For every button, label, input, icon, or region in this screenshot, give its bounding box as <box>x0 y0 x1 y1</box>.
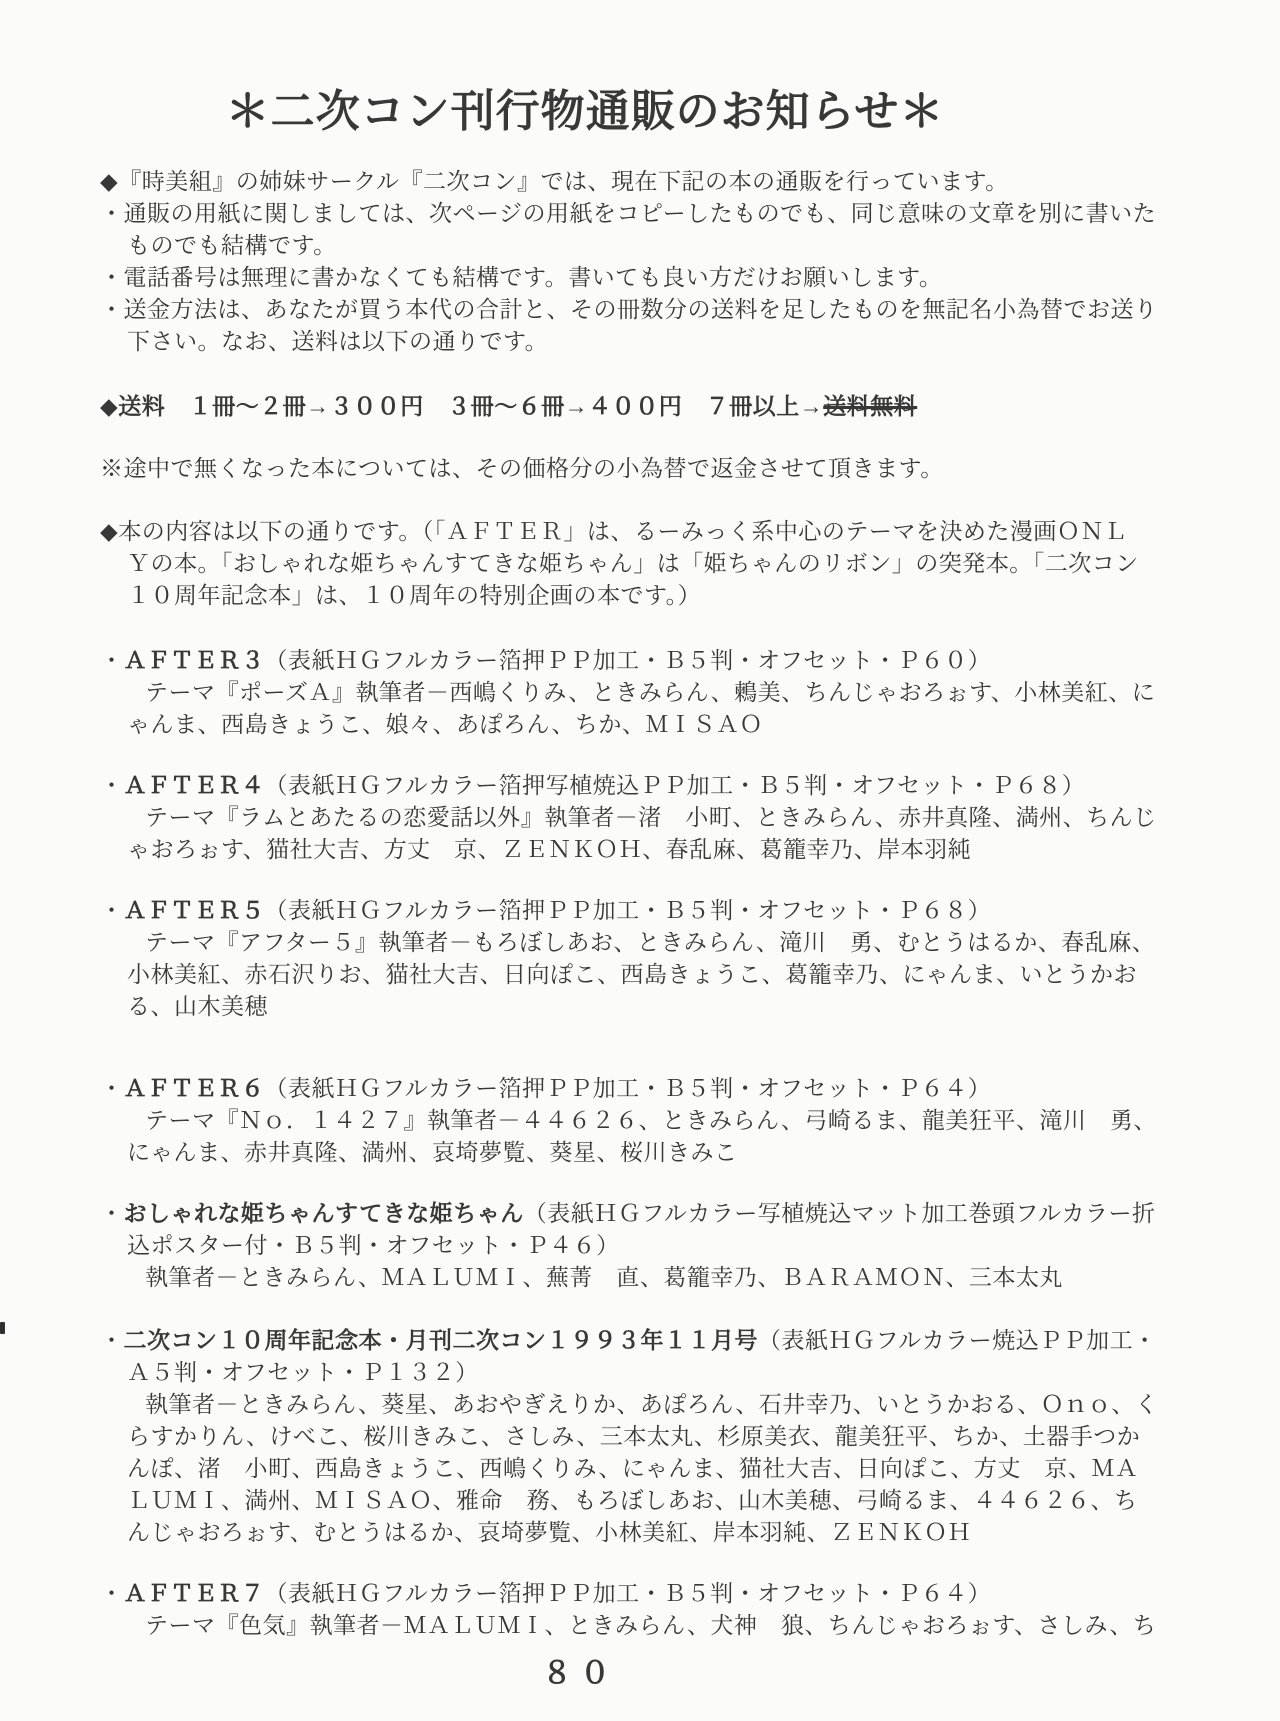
text-line <box>100 1198 1220 1230</box>
page-title: ＊二次コン刊行物通販のお知らせ＊ <box>225 87 945 136</box>
text-line <box>100 548 1220 580</box>
text-span: ・ <box>100 1328 124 1353</box>
text-block <box>100 1198 1220 1294</box>
text-span: 執筆者－ときみらん、葵星、あおやぎえりか、あぽろん、石井幸乃、いとうかおる、Ｏｎｏ、く <box>145 1392 1159 1417</box>
text-span: ものでも結構です。 <box>127 233 337 258</box>
text-line <box>100 927 1220 959</box>
text-span: ＡＦＴＥＲ５ <box>123 898 265 923</box>
text-span: テーマ『Ｎｏ．１４２７』執筆者－４４６２６、ときみらん、弓崎るま、龍美狂平、滝川 勇、 <box>145 1108 1157 1133</box>
text-line <box>100 1578 1220 1610</box>
text-span: ・電話番号は無理に書かなくても結構です。書いても良い方だけお願いします。 <box>100 265 943 290</box>
text-span: ゃんま、西島きょうこ、娘々、あぽろん、ちか、ＭＩＳＡＯ <box>127 712 763 737</box>
text-span: ※途中で無くなった本については、その価格分の小為替で返金させて頂きます。 <box>100 456 944 481</box>
text-span: （表紙ＨＧフルカラー箔押ＰＰ加工・Ｂ５判・オフセット・Ｐ６４） <box>264 1581 992 1606</box>
text-line <box>100 230 1220 262</box>
scan-artifact <box>0 1322 5 1334</box>
text-span: ・ <box>100 648 124 673</box>
text-span: １０周年記念本」は、１０周年の特別企画の本です。） <box>127 583 702 608</box>
text-span: ＡＦＴＥＲ７ <box>123 1581 265 1606</box>
text-span: ＡＦＴＥＲ６ <box>123 1076 265 1101</box>
text-span: んじゃおろぉす、むとうはるか、哀埼夢覧、小林美紅、岸本羽純、ＺＥＮＫＯＨ <box>127 1520 972 1545</box>
text-span: ＬＵＭＩ、満州、ＭＩＳＡＯ、雅命 務、もろぼしあお、山木美穂、弓崎るま、４４６２６、ち <box>127 1488 1138 1513</box>
text-span: 執筆者－ときみらん、ＭＡＬＵＭＩ、蕪菁 直、葛籠幸乃、ＢＡＲＡＭＯＮ、三本太丸 <box>145 1265 1063 1290</box>
text-span: （表紙ＨＧフルカラー写植焼込マット加工巻頭フルカラー折 <box>523 1201 1156 1226</box>
text-span: 込ポスター付・Ｂ５判・オフセット・Ｐ４６） <box>127 1233 620 1258</box>
text-line <box>100 1517 1220 1549</box>
text-block <box>100 391 1220 423</box>
text-span: おしゃれな姫ちゃんすてきな姫ちゃん <box>123 1201 524 1226</box>
text-span: ・ <box>100 1581 124 1606</box>
page-number: ８０ <box>542 1657 618 1690</box>
text-span: （表紙ＨＧフルカラー箔押ＰＰ加工・Ｂ５判・オフセット・Ｐ６８） <box>264 898 992 923</box>
text-block <box>100 166 1220 358</box>
text-span: ・ <box>100 773 124 798</box>
text-line <box>100 1230 1220 1262</box>
text-line <box>100 516 1220 548</box>
text-line <box>100 580 1220 612</box>
text-block <box>100 770 1220 866</box>
text-line <box>100 1325 1220 1357</box>
text-line <box>100 198 1220 230</box>
text-line <box>100 1105 1220 1137</box>
text-line <box>100 391 1220 423</box>
text-span: にゃんま、赤井真隆、満州、哀埼夢覧、葵星、桜川きみこ <box>127 1140 738 1165</box>
text-span: ・ <box>100 1201 124 1226</box>
text-line <box>100 1262 1220 1294</box>
text-line <box>100 1485 1220 1517</box>
text-span: ＡＦＴＥＲ４ <box>123 773 265 798</box>
text-line <box>100 770 1220 802</box>
text-span: ・送金方法は、あなたが買う本代の合計と、その冊数分の送料を足したものを無記名小為替でお送り <box>100 297 1158 322</box>
text-span: ＡＦＴＥＲ３ <box>123 648 265 673</box>
text-line <box>100 677 1220 709</box>
document-body <box>0 166 1280 1642</box>
text-line <box>100 453 1220 485</box>
text-span: ゃおろぉす、猫社大吉、方丈 京、ＺＥＮＫＯＨ、春乱麻、葛籠幸乃、岸本羽純 <box>127 837 972 862</box>
text-line <box>100 1073 1220 1105</box>
text-span: ◆本の内容は以下の通りです。（「ＡＦＴＥＲ」は、るーみっく系中心のテーマを決めた漫画ＯＮＬ <box>100 519 1128 544</box>
text-span: Ａ５判・オフセット・Ｐ１３２） <box>127 1360 479 1385</box>
text-span: 下さい。なお、送料は以下の通りです。 <box>127 329 549 354</box>
text-line <box>100 645 1220 677</box>
text-span: 小林美紅、赤石沢りお、猫社大吉、日向ぽこ、西島きょうこ、葛籠幸乃、にゃんま、いとうかお <box>127 962 1138 987</box>
text-line <box>100 1389 1220 1421</box>
text-span: ◆送料 １冊～２冊→３００円 ３冊～６冊→４００円 ７冊以上→ <box>100 394 824 419</box>
text-line <box>100 802 1220 834</box>
text-span: 送料無料 <box>823 394 918 419</box>
text-line <box>100 1357 1220 1389</box>
text-span: （表紙ＨＧフルカラー箔押ＰＰ加工・Ｂ５判・オフセット・Ｐ６０） <box>264 648 992 673</box>
text-span: 二次コン１０周年記念本・月刊二次コン１９９３年１１月号 <box>123 1328 758 1353</box>
text-block <box>100 1578 1220 1642</box>
text-block <box>100 453 1220 485</box>
text-line <box>100 166 1220 198</box>
text-span: ◆『時美組』の姉妹サークル『二次コン』では、現在下記の本の通販を行っています。 <box>100 169 1009 194</box>
text-span: ・ <box>100 1076 124 1101</box>
text-line <box>100 326 1220 358</box>
text-line <box>100 262 1220 294</box>
text-line <box>100 1610 1220 1642</box>
text-line <box>100 834 1220 866</box>
text-line <box>100 895 1220 927</box>
text-block <box>100 516 1220 612</box>
text-span: らすかりん、けべこ、桜川きみこ、さしみ、三本太丸、杉原美衣、龍美狂平、ちか、土器手つか <box>127 1424 1141 1449</box>
text-span: ・ <box>100 898 124 923</box>
text-span: テーマ『ポーズＡ』執筆者－西嶋くりみ、ときみらん、鶫美、ちんじゃおろぉす、小林美紅、に <box>145 680 1156 705</box>
text-span: テーマ『アフター５』執筆者－もろぼしあお、ときみらん、滝川 勇、むとうはるか、春乱麻、 <box>145 930 1156 955</box>
text-line <box>100 991 1220 1023</box>
text-span: テーマ『ラムとあたるの恋愛話以外』執筆者－渚 小町、ときみらん、赤井真隆、満州、ちんじ <box>145 805 1157 830</box>
text-span: テーマ『色気』執筆者－ＭＡＬＵＭＩ、ときみらん、犬神 狼、ちんじゃおろぉす、さしみ、ち <box>145 1613 1157 1638</box>
text-span: ・通販の用紙に関しましては、次ページの用紙をコピーしたものでも、同じ意味の文章を別に書いた <box>100 201 1157 226</box>
text-line <box>100 959 1220 991</box>
text-span: （表紙ＨＧフルカラー箔押写植焼込ＰＰ加工・Ｂ５判・オフセット・Ｐ６８） <box>264 773 1086 798</box>
text-span: （表紙ＨＧフルカラー焼込ＰＰ加工・ <box>758 1328 1157 1353</box>
text-line <box>100 709 1220 741</box>
text-line <box>100 1421 1220 1453</box>
text-span: んぽ、渚 小町、西島きょうこ、西嶋くりみ、にゃんま、猫社大吉、日向ぽこ、方丈 京、ＭＡ <box>127 1456 1139 1481</box>
text-block <box>100 645 1220 741</box>
text-span: る、山木美穂 <box>127 994 268 1019</box>
text-block <box>100 895 1220 1023</box>
text-block <box>100 1073 1220 1169</box>
text-line <box>100 294 1220 326</box>
text-block <box>100 1325 1220 1549</box>
text-line <box>100 1453 1220 1485</box>
text-span: （表紙ＨＧフルカラー箔押ＰＰ加工・Ｂ５判・オフセット・Ｐ６４） <box>264 1076 992 1101</box>
text-span: Ｙの本。「おしゃれな姫ちゃんすてきな姫ちゃん」は「姫ちゃんのリボン」の突発本。「二次コン <box>127 551 1139 576</box>
text-line <box>100 1137 1220 1169</box>
